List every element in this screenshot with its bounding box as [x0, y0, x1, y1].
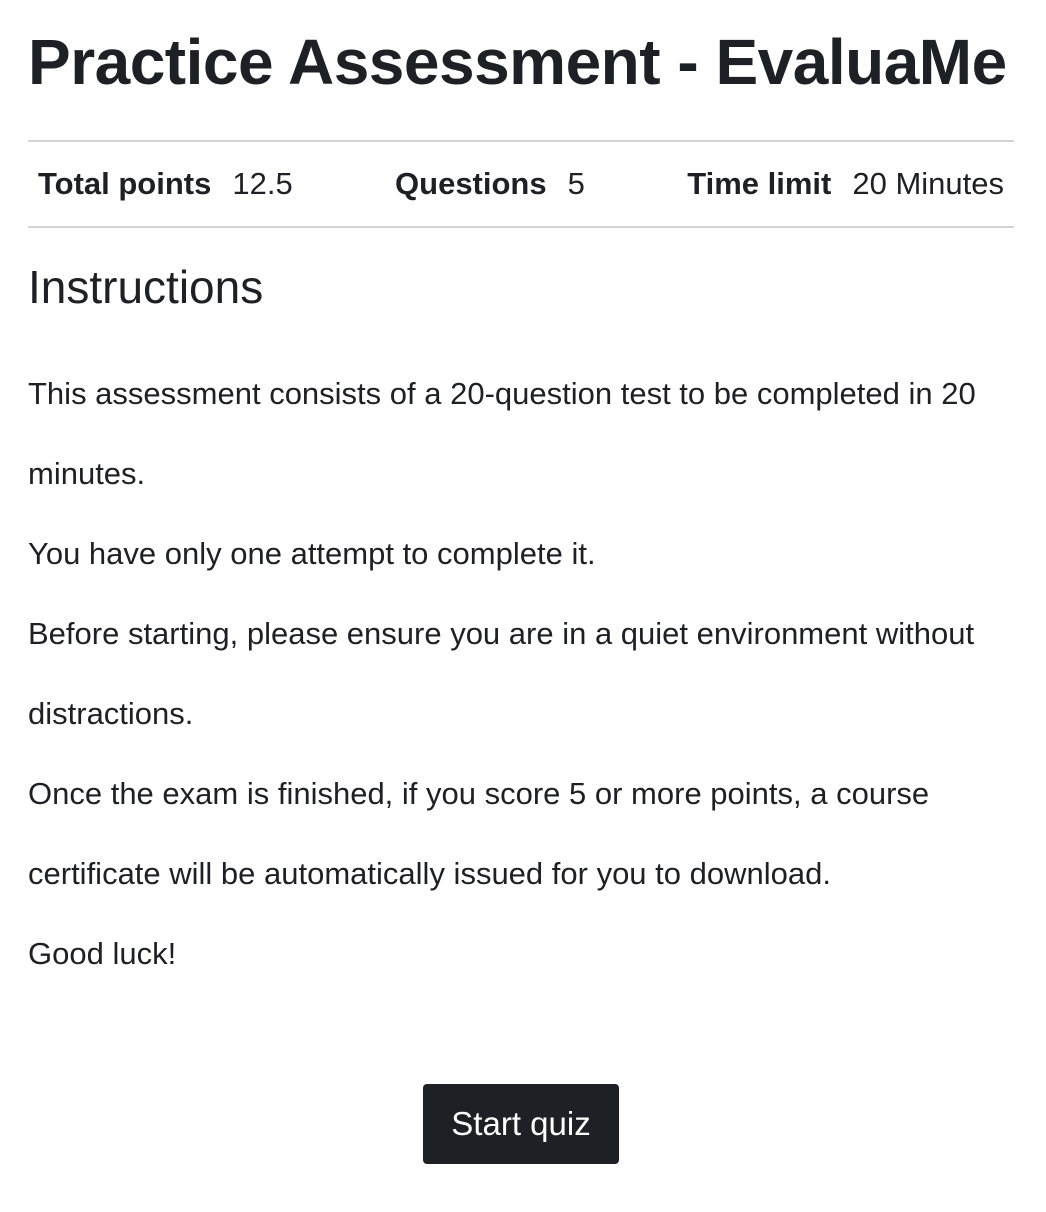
instruction-paragraph: This assessment consists of a 20-question test to be completed in 20 minutes. — [28, 376, 976, 491]
questions-label: Questions — [395, 166, 547, 201]
page-title: Practice Assessment - EvaluaMe — [28, 26, 1007, 98]
start-quiz-button[interactable]: Start quiz — [423, 1084, 619, 1164]
quiz-stats-bar — [28, 140, 1014, 228]
time-limit-label: Time limit — [687, 166, 832, 201]
instruction-paragraph: Before starting, please ensure you are in a quiet environment without distractions. — [28, 616, 975, 731]
instruction-paragraph: You have only one attempt to complete it. — [28, 536, 596, 571]
quiz-intro-page — [28, 0, 1014, 994]
total-points-stat — [38, 166, 293, 202]
instruction-paragraph: Good luck! — [28, 936, 177, 971]
instructions-heading: Instructions — [28, 261, 264, 313]
instruction-paragraph: Once the exam is finished, if you score 5 or more points, a course certificate will be automatically issued for you to download. — [28, 776, 930, 891]
time-limit-stat — [687, 166, 1004, 202]
total-points-value: 12.5 — [232, 166, 293, 201]
instructions-body — [28, 354, 1014, 994]
questions-stat — [395, 166, 585, 202]
total-points-label: Total points — [38, 166, 212, 201]
questions-value: 5 — [567, 166, 585, 201]
time-limit-value: 20 Minutes — [852, 166, 1004, 201]
